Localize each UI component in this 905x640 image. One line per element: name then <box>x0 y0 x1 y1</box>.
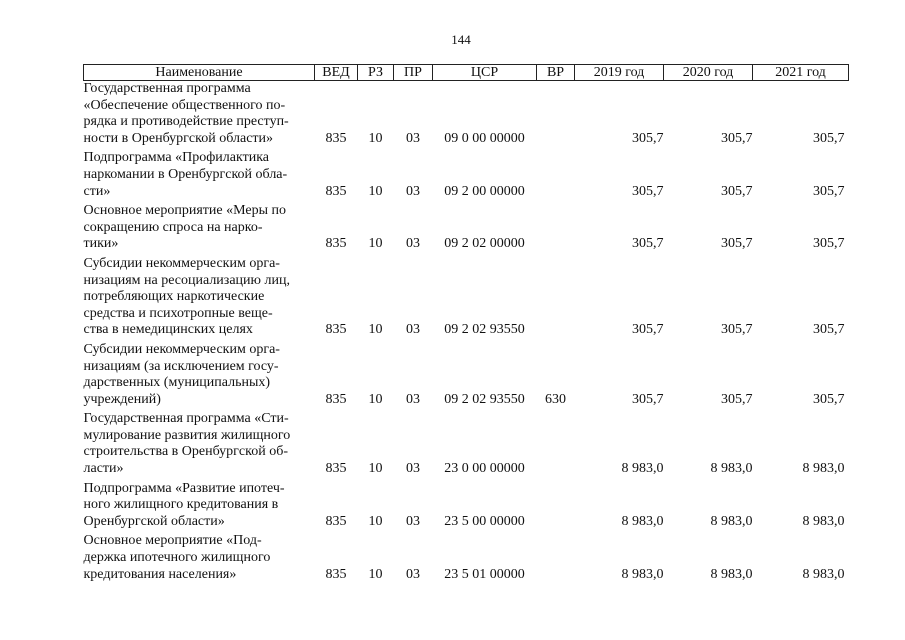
name-line: наркомании в Оренбургской обла- <box>83 166 288 182</box>
cell-2021: 8 983,0 <box>802 513 845 529</box>
name-line: тики» <box>83 236 119 252</box>
cell-2021: 305,7 <box>813 391 845 407</box>
table-row <box>84 81 849 151</box>
cell-rz: 10 <box>368 322 383 338</box>
cell-2020: 305,7 <box>721 391 753 407</box>
table-row <box>84 481 849 534</box>
header-2019: 2019 год <box>575 65 664 81</box>
name-line: Субсидии некоммерческим орга- <box>83 341 280 357</box>
table-header <box>84 65 849 81</box>
cell-vr <box>537 411 575 480</box>
name-line: держка ипотечного жилищного <box>83 550 271 566</box>
cell-pr: 03 <box>406 391 420 407</box>
cell-name <box>84 150 315 203</box>
cell-name <box>84 411 315 480</box>
table-row <box>84 342 849 411</box>
budget-table <box>83 64 849 586</box>
cell-rz: 10 <box>368 183 383 199</box>
cell-rz: 10 <box>368 130 383 146</box>
page-number: 144 <box>451 32 471 47</box>
cell-ved: 835 <box>325 391 347 407</box>
cell-ved: 835 <box>325 236 347 252</box>
cell-name <box>84 342 315 411</box>
name-line: Оренбургской области» <box>83 513 225 529</box>
header-name: Наименование <box>84 65 315 81</box>
cell-vr: 630 <box>545 391 566 407</box>
cell-2020: 8 983,0 <box>710 461 753 477</box>
cell-pr: 03 <box>406 322 420 338</box>
header-pr: ПР <box>394 65 433 81</box>
cell-2020: 305,7 <box>721 322 753 338</box>
cell-ved: 835 <box>325 566 347 582</box>
name-line: ного жилищного кредитования в <box>83 497 279 513</box>
cell-name <box>84 533 315 586</box>
cell-csr: 23 5 00 00000 <box>444 513 525 529</box>
cell-csr: 09 0 00 00000 <box>444 130 525 146</box>
cell-2019: 305,7 <box>632 236 664 252</box>
name-line: низациям (за исключением госу- <box>83 358 279 374</box>
cell-2019: 305,7 <box>632 322 664 338</box>
cell-2021: 305,7 <box>813 322 845 338</box>
name-line: Подпрограмма «Развитие ипотеч- <box>83 480 285 496</box>
table-row <box>84 533 849 586</box>
cell-ved: 835 <box>325 130 347 146</box>
cell-csr: 23 0 00 00000 <box>444 461 525 477</box>
name-line: мулирование развития жилищного <box>83 427 291 443</box>
cell-vr <box>537 256 575 342</box>
header-2020: 2020 год <box>664 65 753 81</box>
name-line: Государственная программа <box>83 81 251 96</box>
name-line: учреждений) <box>83 391 161 407</box>
header-ved: ВЕД <box>315 65 358 81</box>
name-line: ности в Оренбургской области» <box>83 130 274 146</box>
cell-pr: 03 <box>406 566 420 582</box>
name-line: ласти» <box>83 461 124 477</box>
name-line: Основное мероприятие «Меры по <box>83 203 287 219</box>
cell-vr <box>537 533 575 586</box>
cell-rz: 10 <box>368 236 383 252</box>
cell-2020: 305,7 <box>721 236 753 252</box>
cell-2021: 305,7 <box>813 183 845 199</box>
name-line: «Обеспечение общественного по- <box>83 97 286 113</box>
cell-pr: 03 <box>406 183 420 199</box>
cell-rz: 10 <box>368 513 383 529</box>
table-row <box>84 150 849 203</box>
cell-2021: 8 983,0 <box>802 566 845 582</box>
cell-ved: 835 <box>325 183 347 199</box>
name-line: средства и психотропные веще- <box>83 305 273 321</box>
name-line: ства в немедицинских целях <box>83 322 253 338</box>
cell-rz: 10 <box>368 391 383 407</box>
cell-2019: 8 983,0 <box>621 461 664 477</box>
name-line: сокращению спроса на нарко- <box>83 219 263 235</box>
header-rz: РЗ <box>358 65 394 81</box>
cell-rz: 10 <box>368 566 383 582</box>
cell-pr: 03 <box>406 130 420 146</box>
table-row <box>84 411 849 480</box>
cell-vr <box>537 150 575 203</box>
cell-csr: 23 5 01 00000 <box>444 566 525 582</box>
cell-name <box>84 203 315 256</box>
cell-vr <box>537 481 575 534</box>
header-2021: 2021 год <box>753 65 849 81</box>
cell-name <box>84 481 315 534</box>
table-row <box>84 256 849 342</box>
header-csr: ЦСР <box>433 65 537 81</box>
cell-vr <box>537 81 575 151</box>
cell-2020: 305,7 <box>721 130 753 146</box>
cell-2019: 305,7 <box>632 183 664 199</box>
name-line: строительства в Оренбургской об- <box>83 444 289 460</box>
cell-name <box>84 81 315 151</box>
cell-pr: 03 <box>406 461 420 477</box>
cell-2019: 8 983,0 <box>621 513 664 529</box>
cell-rz: 10 <box>368 461 383 477</box>
name-line: Государственная программа «Сти- <box>83 411 289 427</box>
name-line: Подпрограмма «Профилактика <box>83 150 270 166</box>
cell-ved: 835 <box>325 461 347 477</box>
cell-csr: 09 2 02 93550 <box>444 391 525 407</box>
cell-ved: 835 <box>325 322 347 338</box>
cell-csr: 09 2 02 00000 <box>444 236 525 252</box>
cell-2019: 8 983,0 <box>621 566 664 582</box>
cell-csr: 09 2 02 93550 <box>444 322 525 338</box>
name-line: дарственных (муниципальных) <box>83 375 271 391</box>
cell-pr: 03 <box>406 513 420 529</box>
cell-vr <box>537 203 575 256</box>
name-line: низациям на ресоциализацию лиц, <box>83 272 290 288</box>
cell-ved: 835 <box>325 513 347 529</box>
cell-2019: 305,7 <box>632 130 664 146</box>
cell-2020: 8 983,0 <box>710 566 753 582</box>
cell-2021: 305,7 <box>813 130 845 146</box>
cell-2020: 305,7 <box>721 183 753 199</box>
cell-2021: 8 983,0 <box>802 461 845 477</box>
cell-2021: 305,7 <box>813 236 845 252</box>
table-body <box>84 81 849 587</box>
cell-name <box>84 256 315 342</box>
name-line: рядка и противодействие преступ- <box>83 114 289 130</box>
name-line: Субсидии некоммерческим орга- <box>83 255 280 271</box>
cell-pr: 03 <box>406 236 420 252</box>
cell-2019: 305,7 <box>632 391 664 407</box>
name-line: кредитования населения» <box>83 566 237 582</box>
name-line: сти» <box>83 183 111 199</box>
header-vr: ВР <box>537 65 575 81</box>
name-line: Основное мероприятие «Под- <box>83 533 262 549</box>
cell-csr: 09 2 00 00000 <box>444 183 525 199</box>
table-row <box>84 203 849 256</box>
name-line: потребляющих наркотические <box>83 289 265 305</box>
cell-2020: 8 983,0 <box>710 513 753 529</box>
